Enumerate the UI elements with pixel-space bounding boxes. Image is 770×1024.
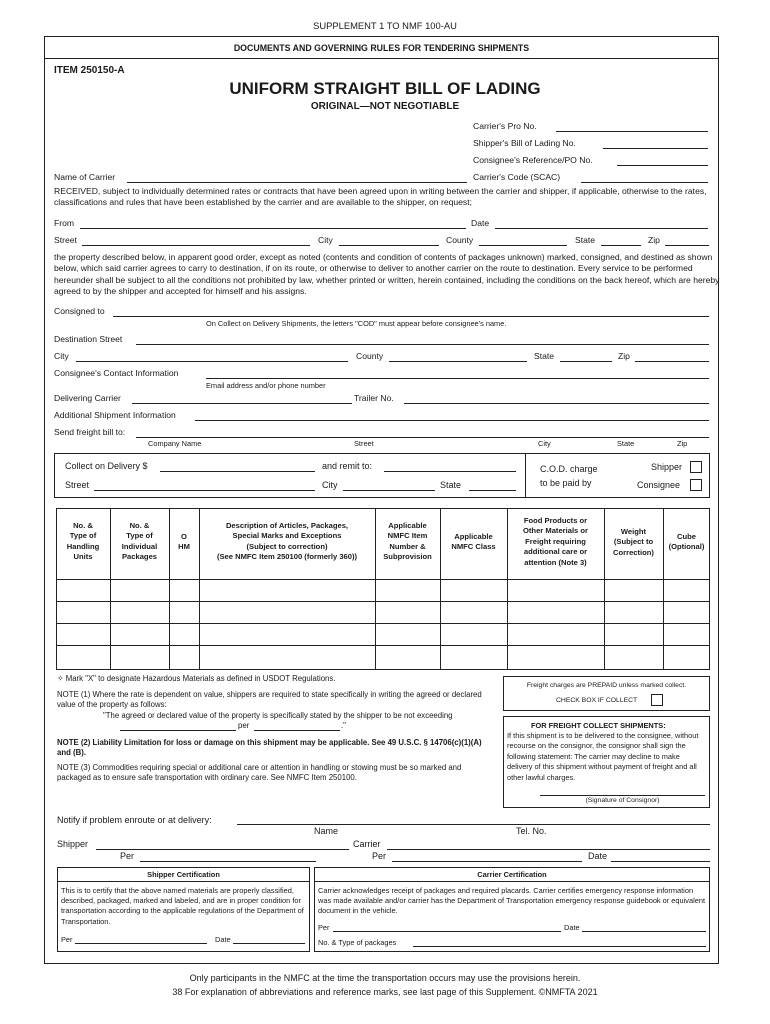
form-subtitle: ORIGINAL—NOT NEGOTIABLE	[310, 101, 460, 112]
shipper-field[interactable]	[96, 849, 349, 850]
contact-hint: Email address and/or phone number	[206, 381, 326, 390]
county-field[interactable]	[479, 245, 567, 246]
bol-field[interactable]	[603, 148, 708, 149]
notify-tel-label: Tel. No.	[516, 826, 547, 836]
freight-collect-text: If this shipment is to be delivered to the consignee, without recourse on the consignor, the consignor shall sign the following statement: The carrier may decline to make delivery of this shipment without payment of freight and all other lawful charges.	[507, 731, 699, 782]
carrier-date-field[interactable]	[611, 861, 710, 862]
cod-box	[54, 453, 710, 498]
carrier-per-field[interactable]	[392, 861, 582, 862]
shipper-cert-text: This is to certify that the above named materials are properly classified, described, packaged, marked and labeled, and are in proper condition for transportation according to the applicable regulations of the Department of Transportation.	[61, 886, 304, 926]
note-1: NOTE (1) Where the rate is dependent on value, shippers are required to state specifically in writing the agreed or declared value of the property as follows:	[57, 690, 482, 709]
col-hm: O HM	[178, 532, 190, 552]
bol-label: Shipper's Bill of Lading No.	[473, 138, 576, 148]
cod-street-label: Street	[65, 480, 90, 490]
dest-city-label: City	[54, 351, 69, 361]
notify-label: Notify if problem enroute or at delivery:	[57, 815, 212, 825]
note-1-close: ."	[341, 721, 346, 730]
dest-street-label: Destination Street	[54, 334, 123, 344]
header-rule	[44, 58, 719, 59]
trailer-field[interactable]	[404, 403, 709, 404]
dest-zip-label: Zip	[618, 351, 630, 361]
carrier-field[interactable]	[387, 849, 710, 850]
declared-per-field[interactable]	[254, 730, 340, 731]
carrier-name-label: Name of Carrier	[54, 172, 116, 182]
dest-county-field[interactable]	[389, 361, 527, 362]
freight-collect-title: FOR FREIGHT COLLECT SHIPMENTS:	[531, 721, 666, 730]
cod-charge-line1: C.O.D. charge	[540, 464, 598, 474]
zip-label: Zip	[648, 235, 660, 245]
cod-shipper-checkbox[interactable]	[690, 461, 702, 473]
send-bill-label: Send freight bill to:	[54, 427, 126, 437]
trailer-label: Trailer No.	[354, 393, 394, 403]
consigned-field[interactable]	[113, 316, 709, 317]
from-label: From	[54, 218, 75, 228]
shipper-per-field[interactable]	[140, 861, 316, 862]
prepaid-line1: Freight charges are PREPAID unless marked collect.	[526, 682, 687, 689]
dest-city-field[interactable]	[76, 361, 348, 362]
carrier-cert-date: Date	[564, 923, 580, 932]
doc-header: DOCUMENTS AND GOVERNING RULES FOR TENDERING SHIPMENTS	[233, 43, 530, 53]
carrier-cert-title: Carrier Certification	[477, 870, 547, 879]
note-1-quote: "The agreed or declared value of the property is specifically stated by the shipper to be not exceeding	[103, 711, 453, 720]
col-individual-packages: No. & Type of Individual Packages	[121, 521, 158, 562]
county-label: County	[446, 235, 474, 245]
shipper-cert-title: Shipper Certification	[147, 870, 220, 879]
zip-field[interactable]	[665, 245, 709, 246]
city-field[interactable]	[339, 245, 439, 246]
shipper-cert-date-field[interactable]	[233, 943, 305, 944]
col-cube: Cube (Optional)	[668, 532, 705, 552]
carrier-cert-date-field[interactable]	[582, 931, 706, 932]
col-special-care: Food Products or Other Materials or Freight requiring additional care or attention (Note 3)	[523, 516, 588, 567]
carrier-name-field[interactable]	[127, 182, 467, 183]
carrier-label: Carrier	[353, 839, 381, 849]
from-field[interactable]	[80, 228, 466, 229]
street-label: Street	[54, 235, 77, 245]
dest-state-field[interactable]	[560, 361, 612, 362]
cod-shipper-label: Shipper	[651, 462, 683, 472]
additional-field[interactable]	[195, 420, 709, 421]
pro-field[interactable]	[556, 131, 708, 132]
notify-field[interactable]	[237, 824, 710, 825]
shipper-cert-per-field[interactable]	[75, 943, 207, 944]
ref-label: Consignee's Reference/PO No.	[473, 155, 593, 165]
cod-street-field[interactable]	[94, 490, 315, 491]
col-handling-units: No. & Type of Handling Units	[66, 521, 100, 562]
col-nmfc-item: Applicable NMFC Item Number & Subprovision	[383, 521, 432, 562]
scac-label: Carrier's Code (SCAC)	[473, 172, 561, 182]
notify-name-label: Name	[314, 826, 339, 836]
bill-company-label: Company Name	[148, 439, 202, 448]
note-1-per: per	[238, 721, 250, 730]
state-field[interactable]	[601, 245, 641, 246]
cod-consignee-label: Consignee	[637, 480, 681, 490]
footer-line2: 38 For explanation of abbreviations and reference marks, see last page of this Supplement. ©NMFTA 2021	[172, 987, 598, 997]
shipper-cert-date: Date	[215, 935, 231, 944]
cod-divider	[525, 453, 526, 498]
carrier-cert-per: Per	[318, 923, 330, 932]
state-label: State	[575, 235, 596, 245]
footer-line1: Only participants in the NMFC at the time the transportation occurs may use the provisions herein.	[189, 973, 581, 983]
col-description: Description of Articles, Packages, Special Marks and Exceptions (Subject to correction) (See NMFC Item 250100 (formerly 360))	[216, 521, 358, 562]
ref-field[interactable]	[617, 165, 708, 166]
form-title: UNIFORM STRAIGHT BILL OF LADING	[229, 79, 541, 98]
send-bill-field[interactable]	[136, 437, 709, 438]
scac-field[interactable]	[581, 182, 708, 183]
cod-state-field[interactable]	[469, 490, 516, 491]
item-number: ITEM 250150-A	[54, 65, 125, 76]
shipper-per-label: Per	[120, 851, 135, 861]
carrier-per-label: Per	[372, 851, 387, 861]
received-text: RECEIVED, subject to individually determined rates or contracts that have been agreed upon in writing between the carrier and shipper, if applicable, otherwise to the rates, classifications and rules that have been established by the carrier and are available to the shipper, on request;	[54, 186, 707, 208]
col-weight: Weight (Subject to Correction)	[613, 527, 654, 557]
cod-state-label: State	[440, 480, 462, 490]
delivering-label: Delivering Carrier	[54, 393, 121, 403]
shipper-cert-per: Per	[61, 935, 73, 944]
dest-state-label: State	[534, 351, 555, 361]
consignor-signature-field[interactable]	[540, 795, 705, 796]
carrier-cert-per-field[interactable]	[333, 931, 561, 932]
cod-amount-field[interactable]	[160, 471, 315, 472]
prepaid-line2: CHECK BOX IF COLLECT	[556, 697, 638, 704]
date-field[interactable]	[495, 228, 708, 229]
contact-label: Consignee's Contact Information	[54, 368, 179, 378]
street-field[interactable]	[82, 245, 310, 246]
dest-street-field[interactable]	[136, 344, 709, 345]
note-3: NOTE (3) Commodities requiring special or additional care or attention in handling or stowing must be so marked and packaged as to ensure safe transportation with ordinary care. See NMFC Item 250100.	[57, 763, 462, 782]
property-text: the property described below, in apparent good order, except as noted (contents and condition of contents of packages unknown) marked, consigned, and destined as shown below, which said carrier agrees to carry to destination, if on its route, or otherwise to deliver to another carrier on the route to destination. Every service to be performed hereunder shall be subject to all the conditions not prohibited by law, whether printed or written, herein contained, including the conditions on the back hereof, which are hereby agreed to by the shipper and accepted for himself and his assigns.	[54, 252, 720, 297]
contact-field[interactable]	[206, 378, 709, 379]
cod-charge-line2: to be paid by	[540, 478, 592, 488]
additional-label: Additional Shipment Information	[54, 410, 176, 420]
carrier-date-label: Date	[588, 851, 608, 861]
carrier-cert-packages: No. & Type of packages	[318, 938, 397, 947]
bill-city-label: City	[538, 439, 551, 448]
delivering-field[interactable]	[132, 403, 352, 404]
bill-zip-label: Zip	[677, 439, 688, 448]
cod-remit-field[interactable]	[384, 471, 516, 472]
cod-city-field[interactable]	[343, 490, 435, 491]
city-label: City	[318, 235, 333, 245]
cod-city-label: City	[322, 480, 338, 490]
cod-collect-label: Collect on Delivery $	[65, 461, 148, 471]
declared-value-field[interactable]	[120, 730, 236, 731]
cod-remit-label: and remit to:	[322, 461, 373, 471]
supplement-label: SUPPLEMENT 1 TO NMF 100-AU	[313, 20, 457, 31]
bill-street-label: Street	[354, 439, 374, 448]
cod-note: On Collect on Delivery Shipments, the letters "COD" must appear before consignee's name.	[206, 319, 507, 328]
note-2: NOTE (2) Liability Limitation for loss or damage on this shipment may be applicable. See 49 U.S.C. § 14706(c)(1)(A) and (B).	[57, 738, 482, 757]
dest-county-label: County	[356, 351, 384, 361]
col-nmfc-class: Applicable NMFC Class	[451, 532, 496, 552]
pro-label: Carrier's Pro No.	[473, 121, 537, 131]
dest-zip-field[interactable]	[635, 361, 709, 362]
cod-consignee-checkbox[interactable]	[690, 479, 702, 491]
consignor-signature-label: (Signature of Consignor)	[585, 797, 660, 804]
collect-checkbox[interactable]	[651, 694, 663, 706]
carrier-cert-packages-field[interactable]	[413, 946, 706, 947]
consigned-label: Consigned to	[54, 306, 105, 316]
hazmat-note: ✧ Mark "X" to designate Hazardous Materials as defined in USDOT Regulations.	[57, 674, 336, 683]
date-label: Date	[471, 218, 490, 228]
carrier-cert-text: Carrier acknowledges receipt of packages and required placards. Carrier certifies emergency response information was made available and/or carrier has the Department of Transportation emergency response guidebook or equivalent document in the vehicle.	[318, 886, 705, 916]
shipper-label: Shipper	[57, 839, 89, 849]
bill-state-label: State	[617, 439, 635, 448]
